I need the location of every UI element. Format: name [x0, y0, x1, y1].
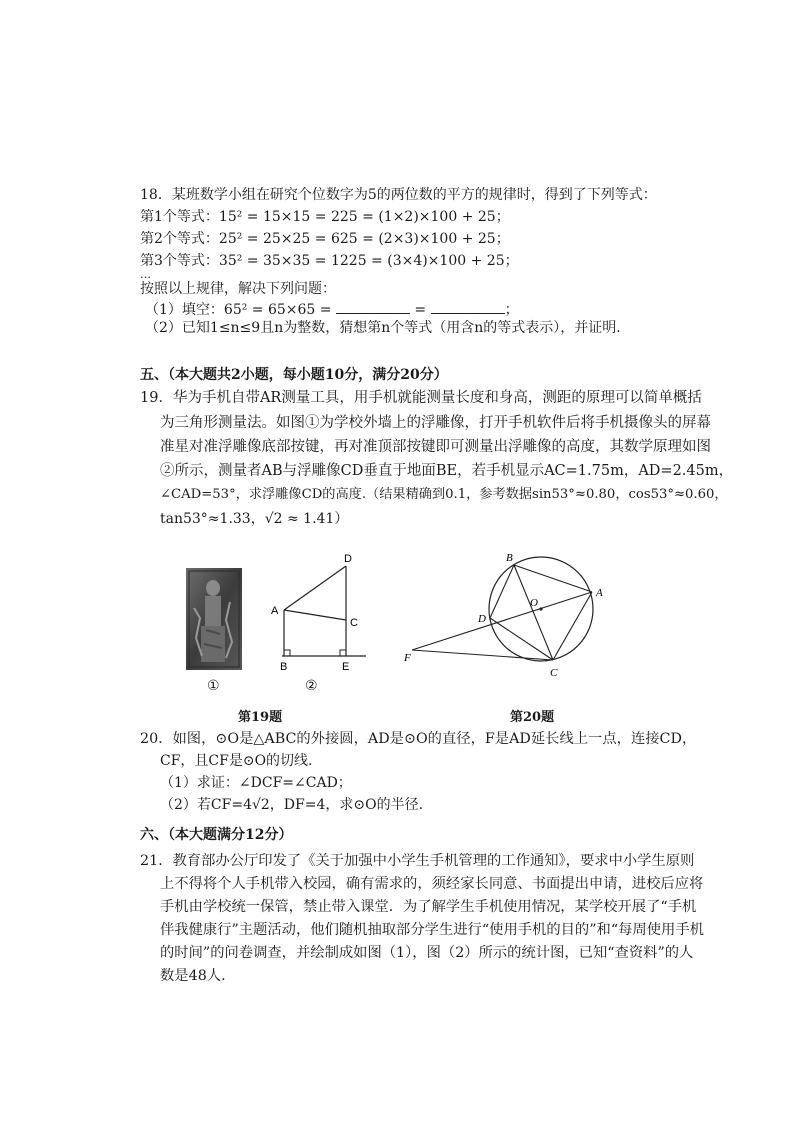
q19-line3: 准星对准浮雕像底部按键，再对准顶部按键即可测量出浮雕像的高度，其数学原理如图 [160, 439, 711, 455]
q18-part1-prefix: （1）填空：65² = 65×65 = [145, 302, 332, 318]
q20-line2: CF，且CF是⊙O的切线. [160, 753, 313, 769]
answer-blank-2[interactable] [431, 301, 505, 314]
q18-eq3 [140, 252, 519, 270]
fig19-triangle-diagram [266, 552, 376, 682]
q19-line4: ②所示，测量者AB与浮雕像CD垂直于地面BE，若手机显示AC=1.75m，AD=2.45m， [160, 463, 734, 479]
fig20-caption: 第20题 [510, 710, 555, 725]
fig19-num-2: ② [305, 678, 318, 694]
q21-line4: 伴我健康行”主题活动，他们随机抽取部分学生进行“使用手机的目的”和“每周使用手机 [160, 922, 704, 938]
q21-line1: 21．教育部办公厅印发了《关于加强中小学生手机管理的工作通知》，要求中小学生原则 [140, 853, 695, 869]
fig20-label-C: C [550, 667, 558, 679]
q18-eq1 [140, 208, 510, 226]
section5-title: 五、（本大题共2小题，每小题10分，满分20分） [140, 367, 448, 383]
q20-part2: （2）若CF=4√2，DF=4，求⊙O的半径. [160, 797, 424, 813]
q18-eq2-label: 第2个等式： [140, 231, 219, 247]
q18-intro: 18．某班数学小组在研究个位数字为5的两位数的平方的规律时，得到了下列等式： [140, 187, 657, 203]
fig19-label-B: B [280, 661, 288, 673]
q19-line5: ∠CAD=53°，求浮雕像CD的高度.（结果精确到0.1，参考数据sin53°≈0.80，cos53°≈0.60， [160, 487, 728, 502]
q18-part1 [145, 301, 519, 319]
fig20-label-O: O [530, 597, 538, 609]
q18-instruction: 按照以上规律，解决下列问题： [140, 281, 336, 297]
q21-line5: 的时间”的问卷调查，并绘制成如图（1），图（2）所示的统计图，已知“查资料”的人 [160, 945, 694, 961]
q19-line1: 19．华为手机自带AR测量工具，用手机就能测量长度和身高，测距的原理可以简单概括 [140, 390, 702, 406]
q18-eq1-text: 15² = 15×15 = 225 = (1×2)×100 + 25； [218, 209, 510, 225]
fig19-label-D: D [344, 553, 352, 565]
q19-line6: tan53°≈1.33，√2 ≈ 1.41） [160, 511, 349, 527]
q18-eq2-text: 25² = 25×25 = 625 = (2×3)×100 + 25； [218, 231, 510, 247]
fig20-label-A: A [596, 587, 603, 599]
fig20-label-F: F [404, 652, 411, 664]
q21-line3: 手机由学校统一保管，禁止带入课堂．为了解学生手机使用情况，某学校开展了“手机 [160, 899, 697, 915]
fig20-label-B: B [506, 552, 513, 564]
fig20-circle-diagram [400, 540, 630, 690]
q18-eq2 [140, 230, 510, 248]
q18-eq3-text: 35² = 35×35 = 1225 = (3×4)×100 + 25； [218, 253, 519, 269]
fig19-label-C: C [350, 617, 358, 629]
q19-line2: 为三角形测量法。如图①为学校外墙上的浮雕像，打开手机软件后将手机摄像头的屏幕 [160, 415, 711, 431]
fig19-label-E: E [342, 661, 350, 673]
relief-sculpture-photo [186, 568, 242, 670]
fig20-label-D: D [478, 613, 486, 625]
q20-line1: 20．如图，⊙O是△ABC的外接圆，AD是⊙O的直径，F是AD延长线上一点，连接CD， [140, 731, 697, 747]
q21-line6: 数是48人. [160, 968, 226, 984]
q18-part1-eq: = [414, 302, 427, 318]
q18-eq3-label: 第3个等式： [140, 253, 219, 269]
fig19-num-1: ① [207, 678, 220, 694]
q18-dots: … [140, 268, 151, 281]
section6-title: 六、（本大题满分12分） [140, 827, 293, 843]
q20-part1: （1）求证：∠DCF=∠CAD； [160, 775, 352, 791]
answer-blank-1[interactable] [336, 301, 410, 314]
q18-eq1-label: 第1个等式： [140, 209, 219, 225]
q18-part1-end: ； [504, 302, 519, 318]
q21-line2: 上不得将个人手机带入校园，确有需求的，须经家长同意、书面提出申请，进校后应将 [160, 876, 704, 892]
fig19-caption: 第19题 [238, 710, 283, 725]
q18-part2: （2）已知1≤n≤9且n为整数，猜想第n个等式（用含n的等式表示），并证明. [145, 320, 621, 336]
fig19-label-A: A [271, 605, 279, 617]
